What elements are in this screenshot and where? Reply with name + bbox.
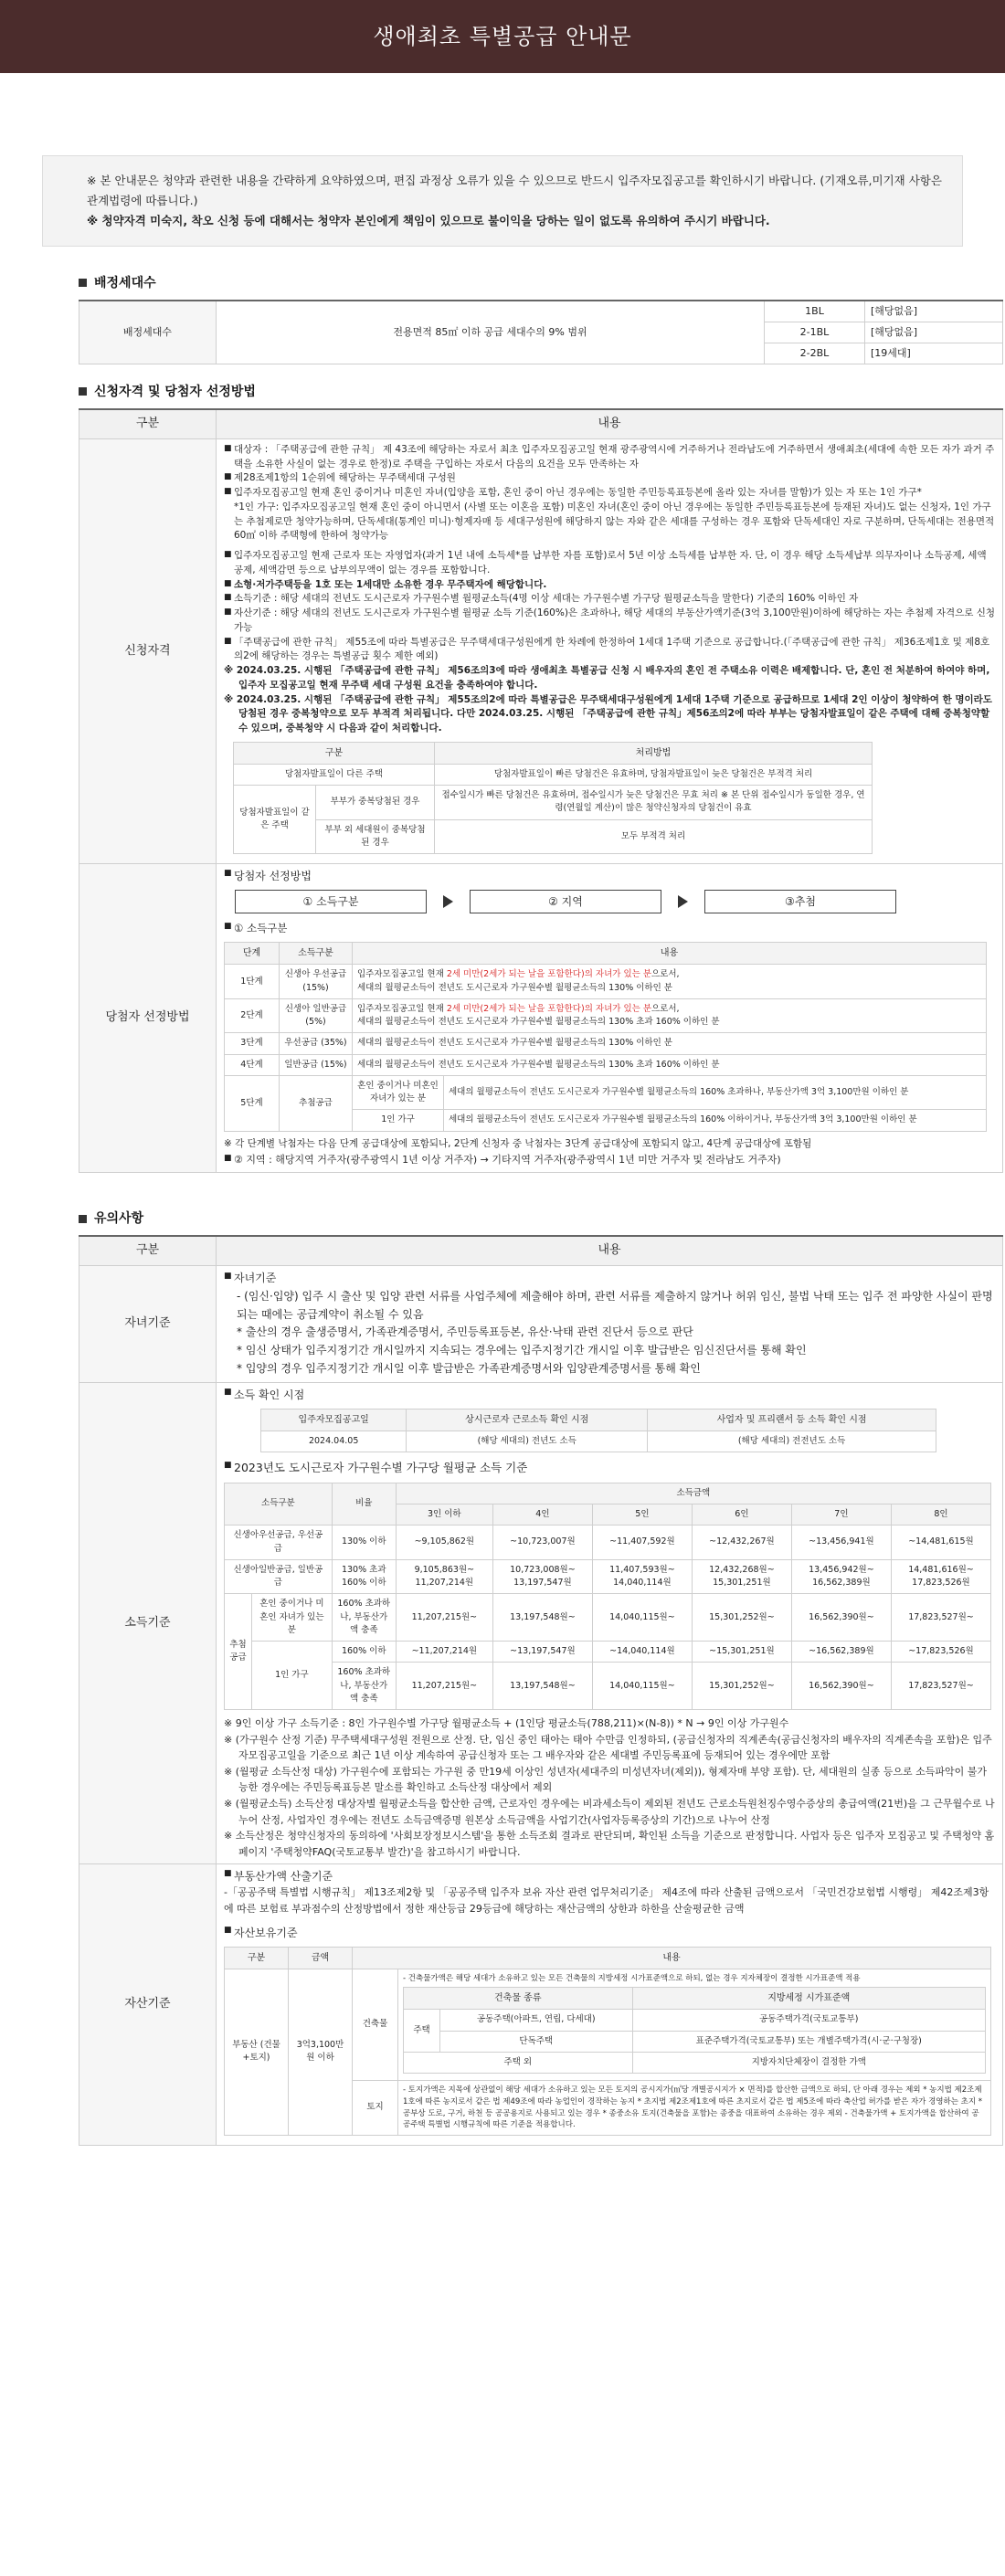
- row-label-eligibility: 신청자격: [79, 438, 217, 863]
- row-label-asset: 자산기준: [79, 1864, 217, 2146]
- notice-line-2: ※ 청약자격 미숙지, 착오 신청 등에 대해서는 청약자 본인에게 책임이 있으므로 불이익을 당하는 일이 없도록 유의하여 주시기 바랍니다.: [87, 213, 770, 227]
- elig-single-note: *1인 가구: 입주자모집공고일 현재 혼인 중이 아니면서 (사별 또는 이혼을 포함) 미혼인 자녀(혼인 중이 아닌 경우에는 동일한 주민등록표등본에 등재된 자녀)도 없는 신청자, 1인 가구는 추첨제로만 청약가능하며, 단독세대(통계인 미니)·형제자매 등 세대구성원에 해당하지 않는 자와 같은 세대를 구성하는 경우 포함와 단독세대인 자로 구분하며, 단독세대는 전용면적 60㎡ 이하 주택형에 한하여 청약가능: [234, 501, 995, 542]
- elig-once: ■ 「주택공급에 관한 규칙」 제55조에 따라 특별공급은 무주택세대구성원에게 한 차례에 한정하여 1세대 1주택 기준으로 공급합니다.(「주택공급에 관한 규칙」 제36조제1호 및 제8호의2에 해당하는 경우는 특별공급 횟수 제한 예외): [224, 636, 995, 665]
- page-title: 생애최초 특별공급 안내문: [373, 23, 632, 49]
- qualification-table: [79, 408, 1003, 1173]
- supply-desc: 전용면적 85㎡ 이하 공급 세대수의 9% 범위: [217, 301, 765, 364]
- stage-note: ※ 각 단계별 낙첨자는 다음 단계 공급대상에 포함되나, 2단계 신청자 중 낙첨자는 3단계 공급대상에 포함되지 않고, 4단계 공급대상에 포함됨: [224, 1137, 812, 1149]
- notice-line-1: ※ 본 안내문은 청약과 관련한 내용을 간략하게 요약하였으며, 편집 과정상 오류가 있을 수 있으므로 반드시 입주자모집공고를 확인하시기 바랍니다. (기재오류,미기재 사항은 관계법령에 따릅니다.): [87, 174, 942, 207]
- supply-type-3: 2-2BL: [765, 343, 865, 364]
- asset-table: 구분 금액 내용 부동산 (건물+토지) 3억3,100만원 이하 건축물 - 건축물가액은 해당 세대가 소유하고 있는 모든 건축물의 지방세정 시가표준액으로 하되, 없는 경우 지자체장이 결정한 시가표준액 적용 건축물 종류 지방세정 시가표준액 주택 공동주택(아파트, 연립, 다세대) 공동주택가격(국토교통부) 단독주택 표준주택가격(국토교통부) 또는 개별주택가격(시·군·구청장) 주택 외 지방자치단체장이 결정한 가액 토지 - 토지가액은 지목에 상관없이 해당 세대가 소유하고 있는 모든 토지의 공시지가(㎡당 개별공시지가 × 면적)를 합산한 금액으로 하되, 단 아래 경우는 제외 * 농지법 제2조제1호에 따른 농지로서 같은 법 제49조에 따라 농업인이 경작하는 농지 * 초지법 제2조제1호에 따른 초지로서 같은 법 제5조에 따라 축산업 허가를 받은 자가 경영하는 초지 * 공부상 도로, 구거, 하천 등 공공용지로 사용되고 있는 경우 * 종중소유 토지(건축물을 포함)는 종중을 대표하여 소유하는 경우 제외 - 건축물가액 + 토지가액을 합산하여 공공주택 특별법 시행규칙에 따른 기준을 적용합니다.: [224, 1947, 991, 2137]
- flow-step-lottery: ③추첨: [704, 890, 896, 913]
- supply-value-1: [해당없음]: [865, 301, 1003, 322]
- elig-income: ■ 소득기준 : 해당 세대의 전년도 도시근로자 가구원수별 월평균소득(4명 이상 세대는 가구원수별 가구당 월평균소득을 말한다) 기준의 160% 이하인 자: [224, 592, 995, 607]
- eligibility-content: [217, 438, 1003, 863]
- caution-table: 구분 내용 자녀기준 ■ 자녀기준 - (임신·입양) 입주 시 출산 및 입양 관련 서류를 사업주체에 제출해야 하며, 관련 서류를 제출하지 않거나 허위 임신, 불법 낙태 또는 입주 전 파양한 사실이 판명되는 때에는 공급계약이 취소될 수 있음 * 출산의 경우 출생증명서, 가족관계증명서, 주민등록표등본, 유산·낙태 관련 진단서 등으로 판단 * 임신 상태가 입주지정기간 개시일까지 지속되는 경우에는 입주지정기간 개시일 이후 발급받은 임신진단서를 통해 확인 * 입양의 경우 입주지정기간 개시일 이후 발급받은 가족관계증명서와 입양관계증명서를 통해 확인 소득기준 ■ 소득 확인 시점 입주자모집공고일 상시근로자 근로소득 확인 시점 사업자 및 프리랜서 등 소득 확인 시점 2024.04.05 (해당 세대의) 전년도 소득 (해당 세대의) 전전년도 소득 ■ 2023년도 도시근로자 가구원수별 가구당 월평균 소득 기준 소득구분 비율 소득금액 3인 이하 4인 5인 6인 7인 8인 신생아우선공급, 우선공급 130% 이하 ~9,105,862원 ~10,723,007원 ~11,407,592원 ~12,432,267원 ~13,456,941원 ~14,481,615원 신생아일반공급, 일반공급 130% 초과 160% 이하 9,105,863원~ 11,207,214원 10,723,008원~ 13,197,547원 11,407,593원~ 14,040,114원 12,432,268원~ 15,301,251원 13,456,942원~ 16,562,389원 14,481,616원~ 17,823,526원 추첨 공급 혼인 중이거나 미혼인 자녀가 있는 분 160% 초과하나, 부동산가액 충족 11,207,215원~ 13,197,548원~ 14,040,115원~ 15,301,252원~ 16,562,390원~ 17,823,527원~ 1인 가구 160% 이하 ~11,207,214원 ~13,197,547원 ~14,040,114원 ~15,301,251원 ~16,562,389원 ~17,823,526원 160% 초과하나, 부동산가액 충족 11,207,215원~ 13,197,548원~ 14,040,115원~ 15,301,252원~ 16,562,390원~ 17,823,527원~ ※ 9인 이상 가구 소득기준 : 8인 가구원수별 가구당 월평균소득 + (1인당 평균소득(788,211)×(N-8)) * N → 9인 이상 가구원수 ※ (가구원수 산정 기준) 무주택세대구성원 전원으로 산정. 단, 임신 중인 태아는 태아 수만큼 인정하되, (공급신청자의 직계존속(공급신청자의 배우자의 직계존속을 포함)은 입주자모집공고일을 기준으로 최근 1년 이상 계속하여 공급신청자 또는 그 배우자와 같은 세대별 주민등록표에 등재되어 있는 경우에만 포함 ※ (월평균 소득산정 대상) 가구원수에 포함되는 가구원 중 만19세 이상인 성년자(세대주의 미성년자녀(제외)), 형제자매 부양 포함). 단, 세대원의 실종 등으로 소득파악이 불가능한 경우에는 주민등록표등본 말소를 확인하고 소득산정 대상에서 제외 ※ (월평균소득) 소득산정 대상자별 월평균소득을 합산한 금액, 근로자인 경우에는 비과세소득이 제외된 전년도 근로소득원천징수영수증상의 총급여액(21번)을 그 근무월수로 나누어 산정, 사업자인 경우에는 전년도 소득금액증명 원본상 소득금액을 사업기간(사업자등록증상의 기간)으로 나누어 산정 ※ 소득산정은 청약신청자의 동의하에 '사회보장정보시스템'을 통한 소득조회 결과로 판단되며, 확인된 소득을 기준으로 판정합니다. 사업자 등은 입주자 모집공고 및 주택청약 홈페이지 '주택청약FAQ(국토교통부 발간)'을 참고하시기 바랍니다. 자산기준 ■ 부동산가액 산출기준 -「공공주택 특별법 시행규칙」 제13조제2항 및 「공공주택 입주자 보유 자산 관련 업무처리기준」 제4조에 따라 산출된 금액으로서 「국민건강보험법 시행령」 제42조제3항에 따른 보험료 부과점수의 산정방법에서 정한 재산등급 29등급에 해당하는 재산금액의 상한과 하한을 산술평균한 금액 ■ 자산보유기준 구분 금액 내용 부동산 (건물+토지) 3억3,100만원 이하 건축물 - 건축물가액은 해당 세대가 소유하고 있는 모든 건축물의 지방세정 시가표준액으로 하되, 없는 경우 지자체장이 결정한 시가표준액 적용 건축물 종류 지방세정 시가표준액 주택 공동주택(아파트, 연립, 다세대) 공동주택가격(국토교통부) 단독주택 표준주택가격(국토교통부) 또는 개별주택가격(시·군·구청장) 주택 외 지방자치단체장이 결정한 가액 토지 - 토지가액은 지목에 상관없이 해당 세대가 소유하고 있는 모든 토지의 공시지가(㎡당 개별공시지가 × 면적)를 합산한 금액으로 하되, 단 아래 경우는 제외 * 농지법 제2조제1호에 따른 농지로서 같은 법 제49조에 따라 농업인이 경작하는 농지 * 초지법 제2조제1호에 따른 초지로서 같은 법 제5조에 따라 축산업 허가를 받은 자가 경영하는 초지 * 공부상 도로, 구거, 하천 등 공공용지로 사용되고 있는 경우 * 종중소유 토지(건축물을 포함)는 종중을 대표하여 소유하는 경우 제외 - 건축물가액 + 토지가액을 합산하여 공공주택 특별법 시행규칙에 따른 기준을 적용합니다.: [79, 1235, 1003, 2146]
- supply-label: 배정세대수: [79, 301, 217, 364]
- selection-flow: [235, 890, 995, 913]
- stage-table: 단계 소득구분 내용 1단계 신생아 우선공급 (15%) 입주자모집공고일 현재 2세 미만(2세가 되는 날을 포함한다)의 자녀가 있는 분으로서, 세대의 월평균소득이 전년도 도시근로자 가구원수별 월평균소득의 130% 이하인 분 2단계 신생아 일반공급 (5%) 입주자모집공고일 현재 2세 미만(2세가 되는 날을 포함한다)의 자녀가 있는 분으로서, 세대의 월평균소득이 전년도 도시근로자 가구원수별 월평균소득의 130% 초과 160% 이하인 분 3단계 우선공급 (35%) 세대의 월평균소득이 전년도 도시근로자 가구원수별 월평균소득의 130% 이하인 분 4단계 일반공급 (15%) 세대의 월평균소득이 전년도 도시근로자 가구원수별 월평균소득의 130% 초과 160% 이하인 분 5단계 추첨공급 혼인 중이거나 미혼인 자녀가 있는 분 세대의 월평균소득이 전년도 도시근로자 가구원수별 월평균소득의 160% 초과하나, 부동산가액 3억 3,100만원 이하인 분 1인 가구 세대의 월평균소득이 전년도 도시근로자 가구원수별 월평균소득의 160% 이하이거나, 부동산가액 3억 3,100만원 이하인 분: [224, 942, 987, 1131]
- supply-value-3: [19세대]: [865, 343, 1003, 364]
- row-label-child: 자녀기준: [79, 1266, 217, 1383]
- duplicate-table: 구분 처리방법 당첨자발표일이 다른 주택 당첨자발표일이 빠른 당첨건은 유효하며, 당첨자발표일이 늦은 당첨건은 부적격 처리 당첨자발표일이 같은 주택 부부가 중복당첨된 경우 접수일시가 빠른 당첨건은 유효하며, 접수일시가 늦은 당첨건은 무효 처리 ※ 본 단위 접수일시가 동일한 경우, 연령(연월일 계산)이 많은 청약신청자의 당첨건이 유효 부부 외 세대원이 중복당첨된 경우 모두 부적격 처리: [233, 742, 873, 854]
- elig-note-2: ※ 2024.03.25. 시행된 「주택공급에 관한 규칙」 제55조의2에 따라 특별공급은 무주택세대구성원에게 1세대 1주택 기준으로 공급하므로 1세대 2인 이상이 청약하여 한 명이라도 당첨된 경우 중복청약으로 모두 부적격 처리됩니다. 다만 2024.03.25. 시행된 「주택공급에 관한 규칙」제56조의2에 따라 부부는 당첨자발표일이 같은 주택에 대해 중복청약할 수 있으며, 중복청약 시 다음과 같이 처리합니다.: [224, 693, 992, 734]
- region-rule: ■ ② 지역 : 해당지역 거주자(광주광역시 1년 이상 거주자) → 기타지역 거주자(광주광역시 1년 미만 거주자 및 전라남도 거주자): [224, 1153, 995, 1168]
- supply-type-2: 2-1BL: [765, 322, 865, 343]
- elig-target: ■ 대상자 : 「주택공급에 관한 규칙」 제 43조에 해당하는 자로서 최초 입주자모집공고일 현재 광주광역시에 거주하거나 전라남도에 거주하면서 생애최초(세대에 속한 모든 자가 과거 주택을 소유한 사실이 없는 경우로 한정)로 주택을 구입하는 자로서 다음의 요건을 모두 만족하는 자: [224, 443, 995, 472]
- elig-note-1: ※ 2024.03.25. 시행된 「주택공급에 관한 규칙」 제56조의3에 따라 생애최초 특별공급 신청 시 배우자의 혼인 전 주택소유 이력은 배제합니다. 단, 혼인 전 처분하여 하여야 하며, 입주자 모집공고일 현재 무주택 세대 구성원 요건을 충족하여야 합니다.: [224, 665, 990, 691]
- arrow-right-icon: [678, 895, 688, 908]
- row-label-income: 소득기준: [79, 1382, 217, 1864]
- income-class-head: ■ ① 소득구분: [224, 921, 995, 936]
- square-bullet-icon: [79, 1215, 87, 1223]
- elig-asset: ■ 자산기준 : 해당 세대의 전년도 도시근로자 가구원수별 월평균 소득 기준(160%)은 초과하나, 해당 세대의 부동산가액기준(3억 3,100만원)이하에 해당하는 자는 추첨제 자격으로 신청 가능: [224, 607, 995, 636]
- section-title-qualification: 신청자격 및 당첨자 선정방법: [79, 383, 1005, 401]
- elig-married: ■ 입주자모집공고일 현재 혼인 중이거나 미혼인 자녀(입양을 포함, 혼인 중이 아닌 경우에는 동일한 주민등록표등본에 올라 있는 자녀를 말함)가 있는 자 또는 1인 가구*: [224, 486, 995, 501]
- square-bullet-icon: [79, 387, 87, 396]
- supply-table: [79, 300, 1003, 364]
- elig-small-house: ■ 소형·저가주택등을 1호 또는 1세대만 소유한 경우 무주택자에 해당합니다.: [224, 578, 995, 593]
- income-content: ■ 소득 확인 시점 입주자모집공고일 상시근로자 근로소득 확인 시점 사업자 및 프리랜서 등 소득 확인 시점 2024.04.05 (해당 세대의) 전년도 소득 (해당 세대의) 전전년도 소득 ■ 2023년도 도시근로자 가구원수별 가구당 월평균 소득 기준 소득구분 비율 소득금액 3인 이하 4인 5인 6인 7인 8인 신생아우선공급, 우선공급 130% 이하 ~9,105,862원 ~10,723,007원 ~11,407,592원 ~12,432,267원 ~13,456,941원 ~14,481,615원 신생아일반공급, 일반공급 130% 초과 160% 이하 9,105,863원~ 11,207,214원 10,723,008원~ 13,197,547원 11,407,593원~ 14,040,114원 12,432,268원~ 15,301,251원 13,456,942원~ 16,562,389원 14,481,616원~ 17,823,526원 추첨 공급 혼인 중이거나 미혼인 자녀가 있는 분 160% 초과하나, 부동산가액 충족 11,207,215원~ 13,197,548원~ 14,040,115원~ 15,301,252원~ 16,562,390원~ 17,823,527원~ 1인 가구 160% 이하 ~11,207,214원 ~13,197,547원 ~14,040,114원 ~15,301,251원 ~16,562,389원 ~17,823,526원 160% 초과하나, 부동산가액 충족 11,207,215원~ 13,197,548원~ 14,040,115원~ 15,301,252원~ 16,562,390원~ 17,823,527원~ ※ 9인 이상 가구 소득기준 : 8인 가구원수별 가구당 월평균소득 + (1인당 평균소득(788,211)×(N-8)) * N → 9인 이상 가구원수 ※ (가구원수 산정 기준) 무주택세대구성원 전원으로 산정. 단, 임신 중인 태아는 태아 수만큼 인정하되, (공급신청자의 직계존속(공급신청자의 배우자의 직계존속을 포함)은 입주자모집공고일을 기준으로 최근 1년 이상 계속하여 공급신청자 또는 그 배우자와 같은 세대별 주민등록표에 등재되어 있는 경우에만 포함 ※ (월평균 소득산정 대상) 가구원수에 포함되는 가구원 중 만19세 이상인 성년자(세대주의 미성년자녀(제외)), 형제자매 부양 포함). 단, 세대원의 실종 등으로 소득파악이 불가능한 경우에는 주민등록표등본 말소를 확인하고 소득산정 대상에서 제외 ※ (월평균소득) 소득산정 대상자별 월평균소득을 합산한 금액, 근로자인 경우에는 비과세소득이 제외된 전년도 근로소득원천징수영수증상의 총급여액(21번)을 그 근무월수로 나누어 산정, 사업자인 경우에는 전년도 소득금액증명 원본상 소득금액을 사업기간(사업자등록증상의 기간)으로 나누어 산정 ※ 소득산정은 청약신청자의 동의하에 '사회보장정보시스템'을 통한 소득조회 결과로 판단되며, 확인된 소득을 기준으로 판정합니다. 사업자 등은 입주자 모집공고 및 주택청약 홈페이지 '주택청약FAQ(국토교통부 발간)'을 참고하시기 바랍니다.: [217, 1382, 1003, 1864]
- elig-worker: ■ 입주자모집공고일 현재 근로자 또는 자영업자(과거 1년 내에 소득세*를 납부한 자를 포함)로서 5년 이상 소득세를 납부한 자. 단, 이 경우 해당 소득세납부 의무자이나 소득공제, 세액공제, 세액감면 등으로 납부의무액이 없는 경우를 포함합니다.: [224, 549, 995, 578]
- flow-step-region: ② 지역: [470, 890, 661, 913]
- flow-step-income: ① 소득구분: [235, 890, 427, 913]
- supply-value-2: [해당없음]: [865, 322, 1003, 343]
- selection-content: [217, 864, 1003, 1173]
- section-title-supply: 배정세대수: [79, 274, 1005, 292]
- th-gubun: 구분: [79, 409, 217, 438]
- header-bar: [0, 0, 1005, 73]
- income-table: 소득구분 비율 소득금액 3인 이하 4인 5인 6인 7인 8인 신생아우선공급, 우선공급 130% 이하 ~9,105,862원 ~10,723,007원 ~11,407,592원 ~12,432,267원 ~13,456,941원 ~14,481,615원 신생아일반공급, 일반공급 130% 초과 160% 이하 9,105,863원~ 11,207,214원 10,723,008원~ 13,197,547원 11,407,593원~ 14,040,114원 12,432,268원~ 15,301,251원 13,456,942원~ 16,562,389원 14,481,616원~ 17,823,526원 추첨 공급 혼인 중이거나 미혼인 자녀가 있는 분 160% 초과하나, 부동산가액 충족 11,207,215원~ 13,197,548원~ 14,040,115원~ 15,301,252원~ 16,562,390원~ 17,823,527원~ 1인 가구 160% 이하 ~11,207,214원 ~13,197,547원 ~14,040,114원 ~15,301,251원 ~16,562,389원 ~17,823,526원 160% 초과하나, 부동산가액 충족 11,207,215원~ 13,197,548원~ 14,040,115원~ 15,301,252원~ 16,562,390원~ 17,823,527원~: [224, 1483, 991, 1710]
- th-content: 내용: [217, 409, 1003, 438]
- row-label-selection: 당첨자 선정방법: [79, 864, 217, 1173]
- section-title-caution: 유의사항: [79, 1209, 1005, 1228]
- square-bullet-icon: [79, 279, 87, 287]
- elig-first-rank: ■ 제28조제1항의 1순위에 해당하는 무주택세대 구성원: [224, 471, 995, 486]
- arrow-right-icon: [443, 895, 453, 908]
- selection-head: ■ 당첨자 선정방법: [224, 868, 995, 884]
- supply-type-1: 1BL: [765, 301, 865, 322]
- notice-box: [42, 155, 963, 247]
- child-content: ■ 자녀기준 - (임신·입양) 입주 시 출산 및 입양 관련 서류를 사업주체에 제출해야 하며, 관련 서류를 제출하지 않거나 허위 임신, 불법 낙태 또는 입주 전 파양한 사실이 판명되는 때에는 공급계약이 취소될 수 있음 * 출산의 경우 출생증명서, 가족관계증명서, 주민등록표등본, 유산·낙태 관련 진단서 등으로 판단 * 임신 상태가 입주지정기간 개시일까지 지속되는 경우에는 입주지정기간 개시일 이후 발급받은 임신진단서를 통해 확인 * 입양의 경우 입주지정기간 개시일 이후 발급받은 가족관계증명서와 입양관계증명서를 통해 확인: [217, 1266, 1003, 1383]
- asset-content: ■ 부동산가액 산출기준 -「공공주택 특별법 시행규칙」 제13조제2항 및 「공공주택 입주자 보유 자산 관련 업무처리기준」 제4조에 따라 산출된 금액으로서 「국민건강보험법 시행령」 제42조제3항에 따른 보험료 부과점수의 산정방법에서 정한 재산등급 29등급에 해당하는 재산금액의 상한과 하한을 산술평균한 금액 ■ 자산보유기준 구분 금액 내용 부동산 (건물+토지) 3억3,100만원 이하 건축물 - 건축물가액은 해당 세대가 소유하고 있는 모든 건축물의 지방세정 시가표준액으로 하되, 없는 경우 지자체장이 결정한 시가표준액 적용 건축물 종류 지방세정 시가표준액 주택 공동주택(아파트, 연립, 다세대) 공동주택가격(국토교통부) 단독주택 표준주택가격(국토교통부) 또는 개별주택가격(시·군·구청장) 주택 외 지방자치단체장이 결정한 가액 토지 - 토지가액은 지목에 상관없이 해당 세대가 소유하고 있는 모든 토지의 공시지가(㎡당 개별공시지가 × 면적)를 합산한 금액으로 하되, 단 아래 경우는 제외 * 농지법 제2조제1호에 따른 농지로서 같은 법 제49조에 따라 농업인이 경작하는 농지 * 초지법 제2조제1호에 따른 초지로서 같은 법 제5조에 따라 축산업 허가를 받은 자가 경영하는 초지 * 공부상 도로, 구거, 하천 등 공공용지로 사용되고 있는 경우 * 종중소유 토지(건축물을 포함)는 종중을 대표하여 소유하는 경우 제외 - 건축물가액 + 토지가액을 합산하여 공공주택 특별법 시행규칙에 따른 기준을 적용합니다.: [217, 1864, 1003, 2146]
- income-check-table: 입주자모집공고일 상시근로자 근로소득 확인 시점 사업자 및 프리랜서 등 소득 확인 시점 2024.04.05 (해당 세대의) 전년도 소득 (해당 세대의) 전전년도 소득: [260, 1409, 936, 1452]
